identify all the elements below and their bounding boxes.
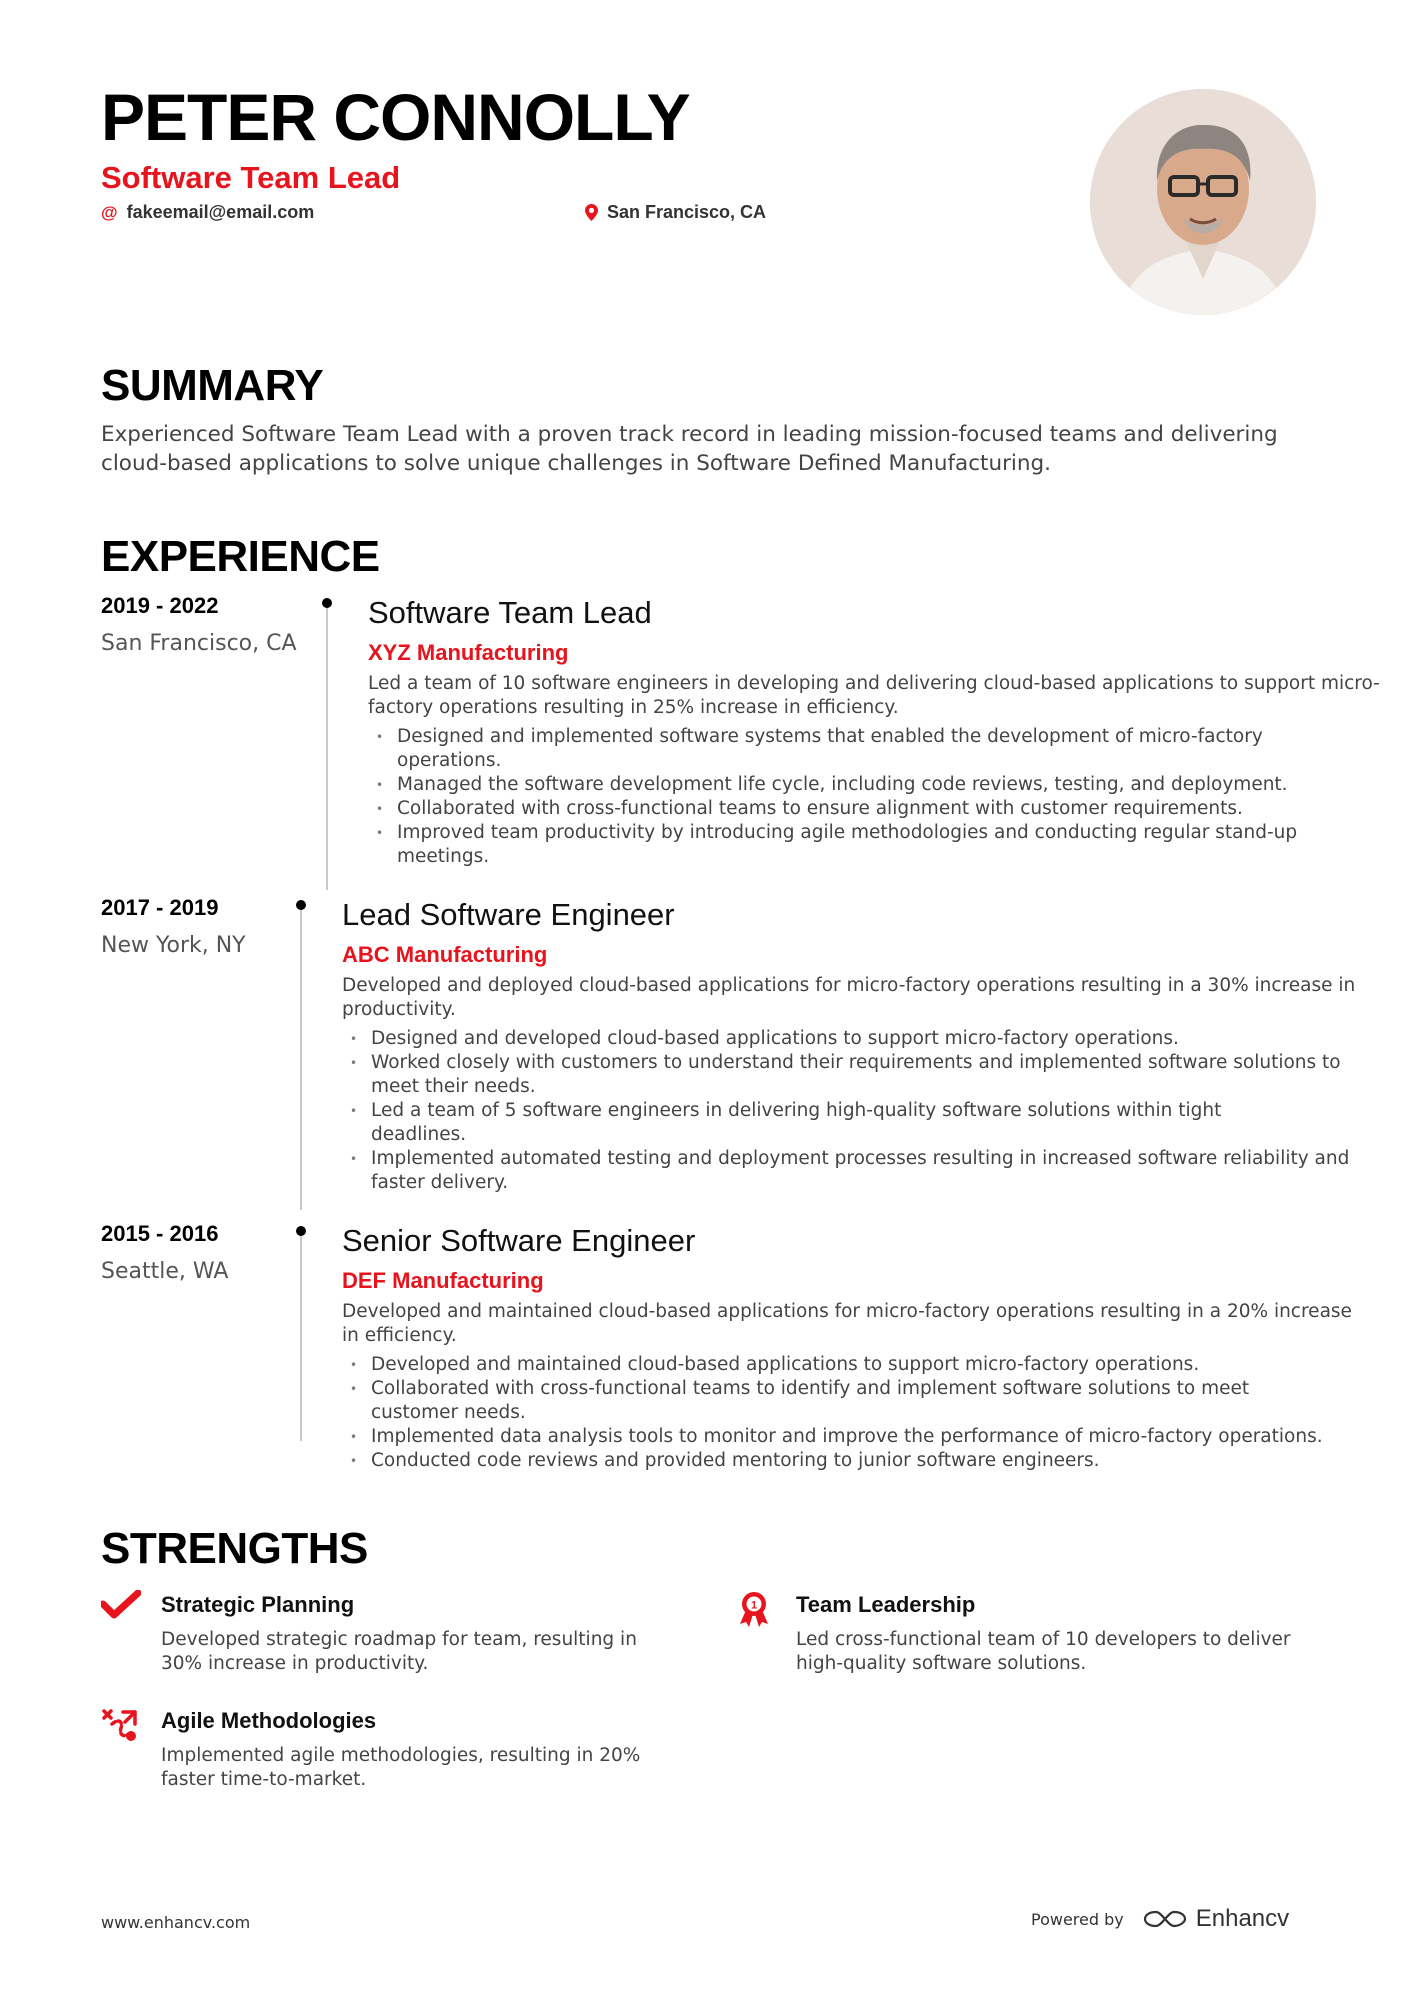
job-company: XYZ Manufacturing <box>368 640 569 665</box>
job-location: Seattle, WA <box>101 1259 229 1284</box>
job-entry <box>342 899 1392 1195</box>
svg-text:1: 1 <box>750 1599 758 1612</box>
job-location: San Francisco, CA <box>101 631 297 656</box>
strength-title: Agile Methodologies <box>161 1708 377 1733</box>
job-company: DEF Manufacturing <box>342 1268 544 1293</box>
footer-branding[interactable] <box>1031 1905 1289 1933</box>
candidate-name: PETER CONNOLLY <box>101 80 690 154</box>
job-title: Lead Software Engineer <box>342 897 675 932</box>
email-text: fakeemail@email.com <box>126 202 315 222</box>
job-location: New York, NY <box>101 933 246 958</box>
job-company: ABC Manufacturing <box>342 942 548 967</box>
timeline-line <box>326 604 328 890</box>
timeline-line <box>300 1232 302 1441</box>
job-bullet: • Conducted code reviews and provided mentoring to junior software engineers. <box>342 1449 1392 1473</box>
strength-description: Led cross-functional team of 10 developers to deliver high-quality software solutions. <box>796 1629 1291 1674</box>
job-bullet: • Designed and implemented software systems that enabled the development of micro-factory operations. <box>368 725 1338 773</box>
profile-photo <box>1090 89 1316 315</box>
candidate-role: Software Team Lead <box>101 160 401 195</box>
job-bullets <box>368 725 1368 869</box>
strength-description: Developed strategic roadmap for team, resulting in 30% increase in productivity. <box>161 1629 637 1674</box>
job-description: Developed and maintained cloud-based applications for micro-factory operations resulting in a 20% increase in efficiency. <box>342 1301 1352 1346</box>
enhancv-logo-icon <box>1142 1908 1188 1930</box>
strengths-heading: STRENGTHS <box>101 1524 368 1573</box>
strength-description: Implemented agile methodologies, resulting in 20% faster time-to-market. <box>161 1745 641 1790</box>
job-entry <box>342 1225 1392 1473</box>
job-bullet: • Led a team of 5 software engineers in delivering high-quality software solutions within tight deadlines. <box>342 1099 1302 1147</box>
job-bullet: • Implemented data analysis tools to monitor and improve the performance of micro-factory operations. <box>342 1425 1402 1449</box>
timeline-dot <box>322 598 332 608</box>
strength-title: Team Leadership <box>796 1592 976 1617</box>
brand-name: Enhancv <box>1195 1905 1290 1932</box>
summary-text: Experienced Software Team Lead with a proven track record in leading mission-focused teams and delivering cloud-based applications to solve unique challenges in Software Defined Manufacturing. <box>101 422 1278 476</box>
agile-path-icon <box>101 1706 141 1746</box>
summary-heading: SUMMARY <box>101 361 324 410</box>
experience-heading: EXPERIENCE <box>101 532 380 581</box>
job-description: Developed and deployed cloud-based applications for micro-factory operations resulting in a 30% increase in productivity. <box>342 975 1356 1020</box>
footer-website-link[interactable]: www.enhancv.com <box>101 1913 251 1932</box>
job-bullet: • Designed and developed cloud-based applications to support micro-factory operations. <box>342 1027 1392 1051</box>
powered-by-label: Powered by <box>1031 1909 1124 1929</box>
job-bullet: • Improved team productivity by introducing agile methodologies and conducting regular stand-up meetings. <box>368 821 1338 869</box>
at-icon: @ <box>101 202 118 222</box>
job-bullets <box>342 1027 1392 1195</box>
contact-email[interactable] <box>101 203 314 221</box>
location-text: San Francisco, CA <box>607 202 767 222</box>
timeline-dot <box>296 900 306 910</box>
job-title: Senior Software Engineer <box>342 1223 696 1258</box>
job-bullet: • Collaborated with cross-functional teams to identify and implement software solutions to meet customer needs. <box>342 1377 1312 1425</box>
award-ribbon-icon <box>736 1590 776 1630</box>
job-bullet: • Managed the software development life cycle, including code reviews, testing, and deployment. <box>368 773 1368 797</box>
job-bullets <box>342 1353 1392 1473</box>
timeline-line <box>300 906 302 1210</box>
contact-location <box>585 203 766 221</box>
job-bullet: • Collaborated with cross-functional teams to ensure alignment with customer requirements. <box>368 797 1368 821</box>
job-dates: 2019 - 2022 <box>101 593 219 618</box>
location-pin-icon <box>585 204 598 221</box>
checkmark-icon <box>101 1590 141 1630</box>
strength-title: Strategic Planning <box>161 1592 355 1617</box>
timeline-dot <box>296 1226 306 1236</box>
job-entry <box>368 597 1410 869</box>
job-bullet: • Implemented automated testing and deployment processes resulting in increased software reliability and faster delivery. <box>342 1147 1392 1195</box>
job-bullet: • Developed and maintained cloud-based applications to support micro-factory operations. <box>342 1353 1392 1377</box>
job-description: Led a team of 10 software engineers in developing and delivering cloud-based applications to support micro-factory operations resulting in 25% increase in efficiency. <box>368 673 1380 718</box>
job-bullet: • Worked closely with customers to understand their requirements and implemented software solutions to meet their needs. <box>342 1051 1392 1099</box>
job-dates: 2017 - 2019 <box>101 895 219 920</box>
brand-logo <box>1142 1905 1289 1933</box>
job-title: Software Team Lead <box>368 595 652 630</box>
job-dates: 2015 - 2016 <box>101 1221 219 1246</box>
